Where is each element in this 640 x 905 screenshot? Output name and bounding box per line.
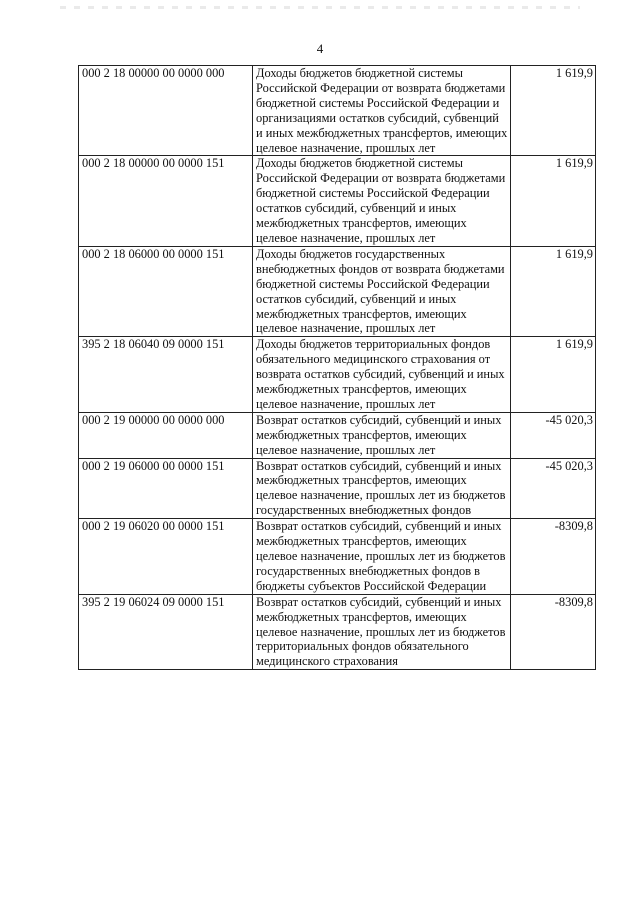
amount-cell: -45 020,3 xyxy=(511,458,596,519)
budget-code-cell: 000 2 18 00000 00 0000 000 xyxy=(79,66,253,156)
table-row xyxy=(79,66,596,156)
revenue-name-cell: Доходы бюджетов бюджетной системы Российской Федерации от возврата бюджетами бюджетной системы Российской Федерации и организациями остатков субсидий, субвенций и иных межбюджетных трансфертов, имеющих целевое назначение, прошлых лет xyxy=(253,66,511,156)
table-row xyxy=(79,246,596,336)
amount-cell: -45 020,3 xyxy=(511,412,596,458)
table-row xyxy=(79,519,596,595)
amount-cell: -8309,8 xyxy=(511,519,596,595)
amount-cell: 1 619,9 xyxy=(511,66,596,156)
amount-cell: 1 619,9 xyxy=(511,156,596,246)
budget-code-cell: 000 2 18 06000 00 0000 151 xyxy=(79,246,253,336)
budget-code-cell: 000 2 19 00000 00 0000 000 xyxy=(79,412,253,458)
scan-artifact xyxy=(60,6,580,9)
revenue-name-cell: Возврат остатков субсидий, субвенций и иных межбюджетных трансфертов, имеющих целевое назначение, прошлых лет из бюджетов государственных внебюджетных фондов в бюджеты субъектов Российской Федерации xyxy=(253,519,511,595)
revenue-name-cell: Возврат остатков субсидий, субвенций и иных межбюджетных трансфертов, имеющих целевое назначение, прошлых лет xyxy=(253,412,511,458)
budget-code-cell: 000 2 18 00000 00 0000 151 xyxy=(79,156,253,246)
revenue-name-cell: Возврат остатков субсидий, субвенций и иных межбюджетных трансфертов, имеющих целевое назначение, прошлых лет из бюджетов территориальных фондов обязательного медицинского страхования xyxy=(253,594,511,670)
page-number: 4 xyxy=(316,41,324,56)
budget-code-cell: 395 2 19 06024 09 0000 151 xyxy=(79,594,253,670)
table-row xyxy=(79,412,596,458)
revenue-name-cell: Возврат остатков субсидий, субвенций и иных межбюджетных трансфертов, имеющих целевое назначение, прошлых лет из бюджетов государственных внебюджетных фондов xyxy=(253,458,511,519)
budget-code-cell: 395 2 18 06040 09 0000 151 xyxy=(79,337,253,413)
revenue-name-cell: Доходы бюджетов бюджетной системы Российской Федерации от возврата бюджетами бюджетной системы Российской Федерации остатков субсидий, субвенций и иных межбюджетных трансфертов, имеющих целевое назначение, прошлых лет xyxy=(253,156,511,246)
budget-table xyxy=(78,65,596,670)
amount-cell: -8309,8 xyxy=(511,594,596,670)
budget-code-cell: 000 2 19 06020 00 0000 151 xyxy=(79,519,253,595)
table-row xyxy=(79,156,596,246)
table-row xyxy=(79,337,596,413)
revenue-name-cell: Доходы бюджетов государственных внебюджетных фондов от возврата бюджетами бюджетной системы Российской Федерации остатков субсидий, субвенций и иных межбюджетных трансфертов, имеющих целевое назначение, прошлых лет xyxy=(253,246,511,336)
table-row xyxy=(79,594,596,670)
budget-table-body xyxy=(79,66,596,670)
revenue-name-cell: Доходы бюджетов территориальных фондов обязательного медицинского страхования от возврата остатков субсидий, субвенций и иных межбюджетных трансфертов, имеющих целевое назначение, прошлых лет xyxy=(253,337,511,413)
amount-cell: 1 619,9 xyxy=(511,246,596,336)
amount-cell: 1 619,9 xyxy=(511,337,596,413)
budget-code-cell: 000 2 19 06000 00 0000 151 xyxy=(79,458,253,519)
table-row xyxy=(79,458,596,519)
